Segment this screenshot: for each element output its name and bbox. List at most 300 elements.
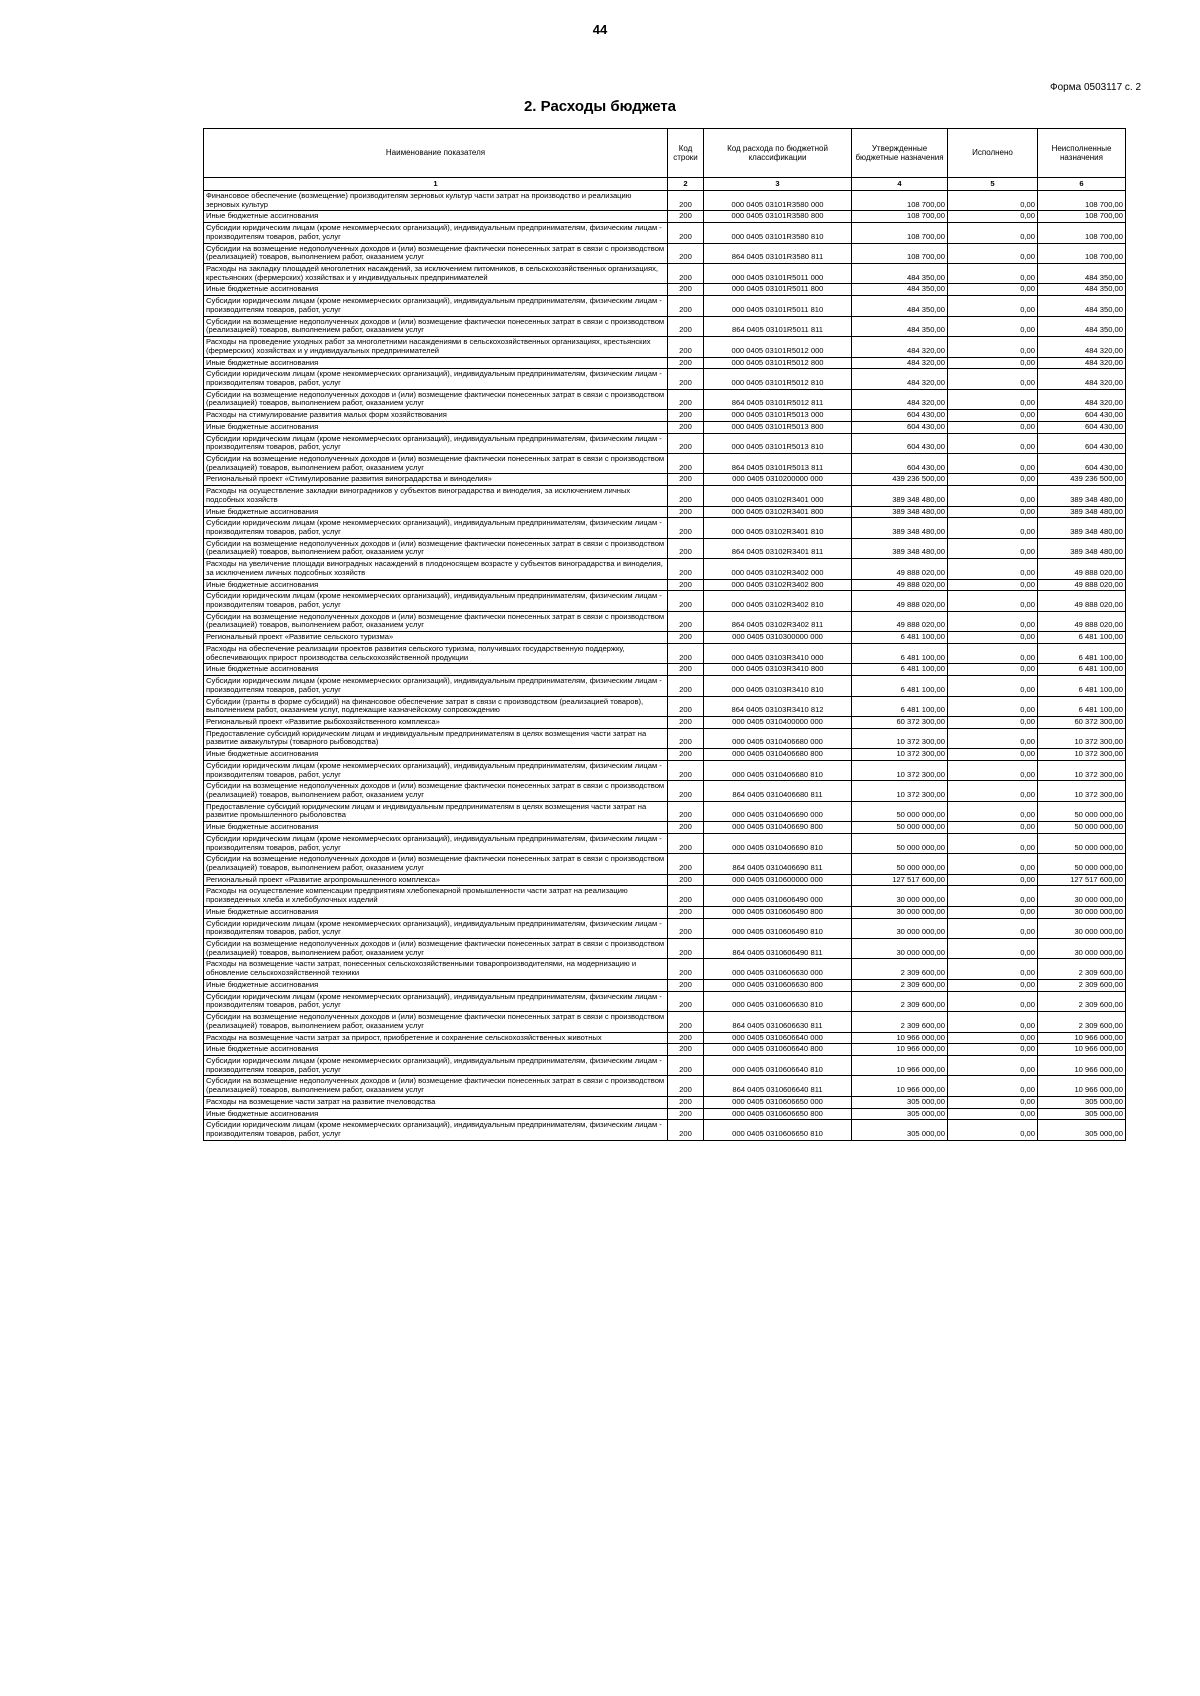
table-row <box>204 611 1126 631</box>
document-title: 2. Расходы бюджета <box>523 98 677 115</box>
row-line-code: 200 <box>668 854 704 874</box>
table-row <box>204 664 1126 676</box>
row-classification-code: 000 0405 03101R3580 000 <box>704 191 852 211</box>
row-line-code: 200 <box>668 337 704 357</box>
row-line-code: 200 <box>668 918 704 938</box>
row-executed: 0,00 <box>948 538 1038 558</box>
row-executed: 0,00 <box>948 749 1038 761</box>
row-name: Расходы на осуществление закладки виноградников у субъектов виноградарства и виноделия, за исключением личных подсобных хозяйств <box>204 486 668 506</box>
table-row <box>204 1032 1126 1044</box>
row-classification-code: 000 0405 0310606640 810 <box>704 1055 852 1075</box>
table-row <box>204 676 1126 696</box>
table-row <box>204 781 1126 801</box>
row-remaining: 49 888 020,00 <box>1038 591 1126 611</box>
row-executed: 0,00 <box>948 506 1038 518</box>
row-name: Иные бюджетные ассигнования <box>204 664 668 676</box>
table-row <box>204 979 1126 991</box>
row-name: Субсидии на возмещение недополученных доходов и (или) возмещение фактически понесенных затрат в связи с производством (реализацией) товаров, выполнением работ, оказанием услуг <box>204 243 668 263</box>
row-name: Иные бюджетные ассигнования <box>204 822 668 834</box>
row-executed: 0,00 <box>948 979 1038 991</box>
row-classification-code: 000 0405 03101R5013 810 <box>704 433 852 453</box>
row-classification-code: 000 0405 03102R3401 800 <box>704 506 852 518</box>
row-executed: 0,00 <box>948 264 1038 284</box>
table-row <box>204 1076 1126 1096</box>
row-name: Субсидии на возмещение недополученных доходов и (или) возмещение фактически понесенных затрат в связи с производством (реализацией) товаров, выполнением работ, оказанием услуг <box>204 389 668 409</box>
row-line-code: 200 <box>668 211 704 223</box>
row-classification-code: 000 0405 03101R5013 800 <box>704 421 852 433</box>
row-classification-code: 864 0405 0310406680 811 <box>704 781 852 801</box>
header-remaining: Неисполненные назначения <box>1038 129 1126 178</box>
row-remaining: 10 372 300,00 <box>1038 760 1126 780</box>
row-line-code: 200 <box>668 518 704 538</box>
row-line-code: 200 <box>668 760 704 780</box>
row-executed: 0,00 <box>948 1076 1038 1096</box>
row-remaining: 389 348 480,00 <box>1038 518 1126 538</box>
row-classification-code: 000 0405 0310606490 000 <box>704 886 852 906</box>
row-remaining: 108 700,00 <box>1038 191 1126 211</box>
row-classification-code: 000 0405 03102R3402 000 <box>704 559 852 579</box>
column-number: 2 <box>668 178 704 191</box>
row-remaining: 389 348 480,00 <box>1038 538 1126 558</box>
row-classification-code: 000 0405 0310406690 000 <box>704 801 852 821</box>
table-row <box>204 1120 1126 1140</box>
row-classification-code: 864 0405 03102R3402 811 <box>704 611 852 631</box>
row-executed: 0,00 <box>948 243 1038 263</box>
header-classification-code: Код расхода по бюджетной классификации <box>704 129 852 178</box>
row-classification-code: 000 0405 03101R5012 800 <box>704 357 852 369</box>
table-row <box>204 559 1126 579</box>
row-name: Финансовое обеспечение (возмещение) производителям зерновых культур части затрат на производство и реализацию зерновых культур <box>204 191 668 211</box>
row-approved: 6 481 100,00 <box>852 664 948 676</box>
row-classification-code: 000 0405 0310600000 000 <box>704 874 852 886</box>
row-remaining: 604 430,00 <box>1038 421 1126 433</box>
table-row <box>204 316 1126 336</box>
row-executed: 0,00 <box>948 696 1038 716</box>
row-classification-code: 000 0405 03102R3401 000 <box>704 486 852 506</box>
row-executed: 0,00 <box>948 906 1038 918</box>
row-line-code: 200 <box>668 749 704 761</box>
row-approved: 389 348 480,00 <box>852 486 948 506</box>
row-executed: 0,00 <box>948 559 1038 579</box>
row-name: Региональный проект «Развитие агропромышленного комплекса» <box>204 874 668 886</box>
row-approved: 439 236 500,00 <box>852 474 948 486</box>
row-approved: 6 481 100,00 <box>852 643 948 663</box>
row-name: Субсидии юридическим лицам (кроме некоммерческих организаций), индивидуальным предпринимателям, физическим лицам - производителям товаров, работ, услуг <box>204 676 668 696</box>
row-name: Субсидии юридическим лицам (кроме некоммерческих организаций), индивидуальным предпринимателям, физическим лицам - производителям товаров, работ, услуг <box>204 591 668 611</box>
row-remaining: 484 350,00 <box>1038 284 1126 296</box>
row-classification-code: 000 0405 03102R3402 800 <box>704 579 852 591</box>
row-line-code: 200 <box>668 579 704 591</box>
row-executed: 0,00 <box>948 474 1038 486</box>
row-line-code: 200 <box>668 833 704 853</box>
row-approved: 6 481 100,00 <box>852 676 948 696</box>
row-remaining: 50 000 000,00 <box>1038 801 1126 821</box>
row-name: Предоставление субсидий юридическим лицам и индивидуальным предпринимателям в целях возмещения части затрат на развитие промышленного рыболовства <box>204 801 668 821</box>
table-row <box>204 760 1126 780</box>
row-line-code: 200 <box>668 979 704 991</box>
row-classification-code: 000 0405 03101R5012 810 <box>704 369 852 389</box>
row-remaining: 10 372 300,00 <box>1038 728 1126 748</box>
table-row <box>204 506 1126 518</box>
row-classification-code: 000 0405 03101R5013 000 <box>704 410 852 422</box>
row-line-code: 200 <box>668 369 704 389</box>
row-approved: 49 888 020,00 <box>852 591 948 611</box>
row-name: Субсидии на возмещение недополученных доходов и (или) возмещение фактически понесенных затрат в связи с производством (реализацией) товаров, выполнением работ, оказанием услуг <box>204 939 668 959</box>
row-classification-code: 000 0405 03103R3410 810 <box>704 676 852 696</box>
row-name: Расходы на возмещение части затрат за прирост, приобретение и сохранение сельскохозяйственных животных <box>204 1032 668 1044</box>
row-line-code: 200 <box>668 959 704 979</box>
row-approved: 30 000 000,00 <box>852 939 948 959</box>
table-row <box>204 474 1126 486</box>
row-line-code: 200 <box>668 559 704 579</box>
row-remaining: 10 372 300,00 <box>1038 781 1126 801</box>
row-approved: 484 320,00 <box>852 369 948 389</box>
row-line-code: 200 <box>668 410 704 422</box>
row-line-code: 200 <box>668 632 704 644</box>
row-line-code: 200 <box>668 191 704 211</box>
row-remaining: 305 000,00 <box>1038 1120 1126 1140</box>
table-row <box>204 453 1126 473</box>
row-approved: 49 888 020,00 <box>852 579 948 591</box>
row-line-code: 200 <box>668 822 704 834</box>
table-row <box>204 728 1126 748</box>
row-executed: 0,00 <box>948 453 1038 473</box>
table-row <box>204 854 1126 874</box>
table-row <box>204 421 1126 433</box>
row-executed: 0,00 <box>948 211 1038 223</box>
row-approved: 484 320,00 <box>852 337 948 357</box>
row-approved: 604 430,00 <box>852 410 948 422</box>
table-row <box>204 991 1126 1011</box>
row-approved: 10 966 000,00 <box>852 1055 948 1075</box>
row-name: Субсидии на возмещение недополученных доходов и (или) возмещение фактически понесенных затрат в связи с производством (реализацией) товаров, выполнением работ, оказанием услуг <box>204 781 668 801</box>
row-remaining: 2 309 600,00 <box>1038 979 1126 991</box>
row-remaining: 6 481 100,00 <box>1038 664 1126 676</box>
row-remaining: 484 320,00 <box>1038 357 1126 369</box>
row-remaining: 108 700,00 <box>1038 243 1126 263</box>
row-line-code: 200 <box>668 728 704 748</box>
row-approved: 604 430,00 <box>852 453 948 473</box>
row-remaining: 49 888 020,00 <box>1038 559 1126 579</box>
row-executed: 0,00 <box>948 874 1038 886</box>
row-name: Иные бюджетные ассигнования <box>204 749 668 761</box>
row-classification-code: 864 0405 0310606640 811 <box>704 1076 852 1096</box>
row-remaining: 6 481 100,00 <box>1038 696 1126 716</box>
table-row <box>204 918 1126 938</box>
row-approved: 108 700,00 <box>852 191 948 211</box>
table-row <box>204 591 1126 611</box>
row-classification-code: 000 0405 0310200000 000 <box>704 474 852 486</box>
row-name: Субсидии на возмещение недополученных доходов и (или) возмещение фактически понесенных затрат в связи с производством (реализацией) товаров, выполнением работ, оказанием услуг <box>204 538 668 558</box>
row-remaining: 10 966 000,00 <box>1038 1076 1126 1096</box>
column-number-row <box>204 178 1126 191</box>
row-classification-code: 000 0405 0310606630 000 <box>704 959 852 979</box>
row-name: Региональный проект «Развитие рыбохозяйственного комплекса» <box>204 716 668 728</box>
row-line-code: 200 <box>668 1120 704 1140</box>
row-remaining: 108 700,00 <box>1038 223 1126 243</box>
row-remaining: 305 000,00 <box>1038 1096 1126 1108</box>
row-classification-code: 000 0405 0310606640 000 <box>704 1032 852 1044</box>
row-approved: 2 309 600,00 <box>852 1012 948 1032</box>
row-classification-code: 000 0405 0310606650 000 <box>704 1096 852 1108</box>
row-name: Субсидии юридическим лицам (кроме некоммерческих организаций), индивидуальным предпринимателям, физическим лицам - производителям товаров, работ, услуг <box>204 369 668 389</box>
row-line-code: 200 <box>668 801 704 821</box>
row-approved: 604 430,00 <box>852 433 948 453</box>
row-executed: 0,00 <box>948 284 1038 296</box>
row-remaining: 2 309 600,00 <box>1038 991 1126 1011</box>
row-classification-code: 000 0405 0310406690 800 <box>704 822 852 834</box>
table-row <box>204 1108 1126 1120</box>
row-remaining: 6 481 100,00 <box>1038 643 1126 663</box>
table-row <box>204 223 1126 243</box>
row-remaining: 108 700,00 <box>1038 211 1126 223</box>
row-line-code: 200 <box>668 906 704 918</box>
row-classification-code: 000 0405 0310606650 810 <box>704 1120 852 1140</box>
row-approved: 2 309 600,00 <box>852 979 948 991</box>
row-approved: 389 348 480,00 <box>852 538 948 558</box>
row-line-code: 200 <box>668 1096 704 1108</box>
row-executed: 0,00 <box>948 223 1038 243</box>
row-line-code: 200 <box>668 643 704 663</box>
row-line-code: 200 <box>668 474 704 486</box>
table-row <box>204 264 1126 284</box>
row-remaining: 10 966 000,00 <box>1038 1044 1126 1056</box>
row-approved: 2 309 600,00 <box>852 991 948 1011</box>
table-row <box>204 433 1126 453</box>
row-remaining: 2 309 600,00 <box>1038 959 1126 979</box>
table-row <box>204 716 1126 728</box>
row-line-code: 200 <box>668 223 704 243</box>
row-classification-code: 000 0405 0310406680 810 <box>704 760 852 780</box>
row-line-code: 200 <box>668 1032 704 1044</box>
row-classification-code: 864 0405 03101R5013 811 <box>704 453 852 473</box>
table-row <box>204 296 1126 316</box>
row-line-code: 200 <box>668 316 704 336</box>
row-name: Расходы на закладку площадей многолетних насаждений, за исключением питомников, в сельскохозяйственных организациях, крестьянских (фермерских) хозяйствах и у индивидуальных предпринимателей <box>204 264 668 284</box>
row-name: Иные бюджетные ассигнования <box>204 579 668 591</box>
row-classification-code: 000 0405 03102R3402 810 <box>704 591 852 611</box>
row-remaining: 484 320,00 <box>1038 337 1126 357</box>
row-name: Субсидии на возмещение недополученных доходов и (или) возмещение фактически понесенных затрат в связи с производством (реализацией) товаров, выполнением работ, оказанием услуг <box>204 316 668 336</box>
table-row <box>204 211 1126 223</box>
row-executed: 0,00 <box>948 959 1038 979</box>
row-executed: 0,00 <box>948 716 1038 728</box>
row-approved: 10 966 000,00 <box>852 1032 948 1044</box>
header-indicator-name: Наименование показателя <box>204 129 668 178</box>
row-name: Расходы на возмещение части затрат на развитие пчеловодства <box>204 1096 668 1108</box>
row-remaining: 6 481 100,00 <box>1038 632 1126 644</box>
table-row <box>204 749 1126 761</box>
row-approved: 60 372 300,00 <box>852 716 948 728</box>
column-number: 5 <box>948 178 1038 191</box>
row-executed: 0,00 <box>948 854 1038 874</box>
row-approved: 108 700,00 <box>852 211 948 223</box>
table-row <box>204 243 1126 263</box>
row-remaining: 2 309 600,00 <box>1038 1012 1126 1032</box>
row-classification-code: 864 0405 0310606630 811 <box>704 1012 852 1032</box>
row-classification-code: 864 0405 03103R3410 812 <box>704 696 852 716</box>
row-executed: 0,00 <box>948 886 1038 906</box>
row-line-code: 200 <box>668 243 704 263</box>
row-remaining: 60 372 300,00 <box>1038 716 1126 728</box>
row-remaining: 604 430,00 <box>1038 433 1126 453</box>
row-name: Субсидии юридическим лицам (кроме некоммерческих организаций), индивидуальным предпринимателям, физическим лицам - производителям товаров, работ, услуг <box>204 518 668 538</box>
row-remaining: 50 000 000,00 <box>1038 854 1126 874</box>
row-line-code: 200 <box>668 296 704 316</box>
row-executed: 0,00 <box>948 611 1038 631</box>
row-line-code: 200 <box>668 664 704 676</box>
table-row <box>204 643 1126 663</box>
row-approved: 10 372 300,00 <box>852 760 948 780</box>
row-approved: 50 000 000,00 <box>852 822 948 834</box>
row-classification-code: 000 0405 03103R3410 000 <box>704 643 852 663</box>
row-name: Региональный проект «Стимулирование развития виноградарства и виноделия» <box>204 474 668 486</box>
row-approved: 30 000 000,00 <box>852 886 948 906</box>
row-executed: 0,00 <box>948 191 1038 211</box>
row-name: Субсидии на возмещение недополученных доходов и (или) возмещение фактически понесенных затрат в связи с производством (реализацией) товаров, выполнением работ, оказанием услуг <box>204 453 668 473</box>
row-remaining: 604 430,00 <box>1038 410 1126 422</box>
row-remaining: 484 350,00 <box>1038 316 1126 336</box>
row-executed: 0,00 <box>948 676 1038 696</box>
row-name: Иные бюджетные ассигнования <box>204 284 668 296</box>
row-executed: 0,00 <box>948 918 1038 938</box>
row-name: Иные бюджетные ассигнования <box>204 357 668 369</box>
row-remaining: 49 888 020,00 <box>1038 611 1126 631</box>
row-executed: 0,00 <box>948 833 1038 853</box>
row-approved: 305 000,00 <box>852 1108 948 1120</box>
row-classification-code: 000 0405 0310606650 800 <box>704 1108 852 1120</box>
row-name: Предоставление субсидий юридическим лицам и индивидуальным предпринимателям в целях возмещения части затрат на развитие аквакультуры (товарного рыбоводства) <box>204 728 668 748</box>
row-name: Расходы на осуществление компенсации предприятиям хлебопекарной промышленности части затрат на реализацию произведенных хлеба и хлебобулочных изделий <box>204 886 668 906</box>
row-remaining: 50 000 000,00 <box>1038 833 1126 853</box>
row-classification-code: 000 0405 0310606640 800 <box>704 1044 852 1056</box>
row-name: Иные бюджетные ассигнования <box>204 906 668 918</box>
row-remaining: 389 348 480,00 <box>1038 486 1126 506</box>
row-classification-code: 864 0405 0310406690 811 <box>704 854 852 874</box>
row-line-code: 200 <box>668 991 704 1011</box>
row-approved: 108 700,00 <box>852 223 948 243</box>
row-executed: 0,00 <box>948 410 1038 422</box>
row-line-code: 200 <box>668 716 704 728</box>
row-approved: 10 966 000,00 <box>852 1044 948 1056</box>
row-remaining: 10 966 000,00 <box>1038 1055 1126 1075</box>
row-executed: 0,00 <box>948 728 1038 748</box>
row-executed: 0,00 <box>948 1032 1038 1044</box>
table-row <box>204 191 1126 211</box>
row-executed: 0,00 <box>948 591 1038 611</box>
row-executed: 0,00 <box>948 781 1038 801</box>
table-row <box>204 369 1126 389</box>
page-number: 44 <box>592 22 608 37</box>
row-approved: 484 350,00 <box>852 284 948 296</box>
table-row <box>204 886 1126 906</box>
row-line-code: 200 <box>668 357 704 369</box>
row-name: Субсидии (гранты в форме субсидий) на финансовое обеспечение затрат в связи с производством (реализацией товаров), выполнением работ, оказанием услуг, подлежащие казначейскому сопровождению <box>204 696 668 716</box>
row-line-code: 200 <box>668 389 704 409</box>
row-remaining: 10 372 300,00 <box>1038 749 1126 761</box>
table-row <box>204 801 1126 821</box>
table-row <box>204 538 1126 558</box>
row-classification-code: 000 0405 03101R5011 810 <box>704 296 852 316</box>
row-classification-code: 000 0405 03101R5011 000 <box>704 264 852 284</box>
row-classification-code: 000 0405 03101R3580 810 <box>704 223 852 243</box>
row-name: Расходы на проведение уходных работ за многолетними насаждениями в сельскохозяйственных организациях, крестьянских (фермерских) хозяйствах и у индивидуальных предпринимателей <box>204 337 668 357</box>
row-name: Иные бюджетные ассигнования <box>204 1044 668 1056</box>
row-remaining: 30 000 000,00 <box>1038 918 1126 938</box>
row-executed: 0,00 <box>948 822 1038 834</box>
row-name: Расходы на возмещение части затрат, понесенных сельскохозяйственными товаропроизводителями, на модернизацию и обновление сельскохозяйственной техники <box>204 959 668 979</box>
row-line-code: 200 <box>668 886 704 906</box>
table-header-row <box>204 129 1126 178</box>
row-line-code: 200 <box>668 611 704 631</box>
column-number: 4 <box>852 178 948 191</box>
row-remaining: 305 000,00 <box>1038 1108 1126 1120</box>
row-executed: 0,00 <box>948 389 1038 409</box>
row-classification-code: 000 0405 0310406690 810 <box>704 833 852 853</box>
row-approved: 50 000 000,00 <box>852 801 948 821</box>
table-row <box>204 337 1126 357</box>
row-name: Субсидии юридическим лицам (кроме некоммерческих организаций), индивидуальным предпринимателям, физическим лицам - производителям товаров, работ, услуг <box>204 918 668 938</box>
row-line-code: 200 <box>668 538 704 558</box>
row-executed: 0,00 <box>948 1044 1038 1056</box>
row-executed: 0,00 <box>948 801 1038 821</box>
row-executed: 0,00 <box>948 1108 1038 1120</box>
row-remaining: 439 236 500,00 <box>1038 474 1126 486</box>
row-remaining: 484 350,00 <box>1038 296 1126 316</box>
row-classification-code: 000 0405 0310406680 000 <box>704 728 852 748</box>
row-remaining: 604 430,00 <box>1038 453 1126 473</box>
row-name: Иные бюджетные ассигнования <box>204 421 668 433</box>
row-name: Субсидии юридическим лицам (кроме некоммерческих организаций), индивидуальным предпринимателям, физическим лицам - производителям товаров, работ, услуг <box>204 223 668 243</box>
row-executed: 0,00 <box>948 760 1038 780</box>
row-line-code: 200 <box>668 1076 704 1096</box>
row-classification-code: 864 0405 03102R3401 811 <box>704 538 852 558</box>
row-name: Субсидии юридическим лицам (кроме некоммерческих организаций), индивидуальным предпринимателям, физическим лицам - производителям товаров, работ, услуг <box>204 760 668 780</box>
row-remaining: 127 517 600,00 <box>1038 874 1126 886</box>
table-row <box>204 357 1126 369</box>
row-name: Субсидии на возмещение недополученных доходов и (или) возмещение фактически понесенных затрат в связи с производством (реализацией) товаров, выполнением работ, оказанием услуг <box>204 611 668 631</box>
row-approved: 484 320,00 <box>852 389 948 409</box>
row-classification-code: 000 0405 0310606630 810 <box>704 991 852 1011</box>
row-name: Субсидии юридическим лицам (кроме некоммерческих организаций), индивидуальным предпринимателям, физическим лицам - производителям товаров, работ, услуг <box>204 1055 668 1075</box>
row-approved: 6 481 100,00 <box>852 632 948 644</box>
row-name: Субсидии на возмещение недополученных доходов и (или) возмещение фактически понесенных затрат в связи с производством (реализацией) товаров, выполнением работ, оказанием услуг <box>204 854 668 874</box>
row-name: Субсидии юридическим лицам (кроме некоммерческих организаций), индивидуальным предпринимателям, физическим лицам - производителям товаров, работ, услуг <box>204 1120 668 1140</box>
row-classification-code: 000 0405 03103R3410 800 <box>704 664 852 676</box>
row-name: Субсидии на возмещение недополученных доходов и (или) возмещение фактически понесенных затрат в связи с производством (реализацией) товаров, выполнением работ, оказанием услуг <box>204 1076 668 1096</box>
header-approved: Утвержденные бюджетные назначения <box>852 129 948 178</box>
row-name: Расходы на обеспечение реализации проектов развития сельского туризма, получивших государственную поддержку, обеспечивающих прирост производства сельскохозяйственной продукции <box>204 643 668 663</box>
row-remaining: 49 888 020,00 <box>1038 579 1126 591</box>
row-remaining: 6 481 100,00 <box>1038 676 1126 696</box>
row-executed: 0,00 <box>948 1096 1038 1108</box>
row-classification-code: 864 0405 0310606490 811 <box>704 939 852 959</box>
row-approved: 484 350,00 <box>852 296 948 316</box>
row-line-code: 200 <box>668 264 704 284</box>
row-classification-code: 000 0405 03102R3401 810 <box>704 518 852 538</box>
row-classification-code: 000 0405 0310300000 000 <box>704 632 852 644</box>
row-approved: 484 320,00 <box>852 357 948 369</box>
row-name: Субсидии юридическим лицам (кроме некоммерческих организаций), индивидуальным предпринимателям, физическим лицам - производителям товаров, работ, услуг <box>204 433 668 453</box>
table-row <box>204 833 1126 853</box>
row-executed: 0,00 <box>948 632 1038 644</box>
row-executed: 0,00 <box>948 643 1038 663</box>
header-line-code: Код строки <box>668 129 704 178</box>
row-executed: 0,00 <box>948 357 1038 369</box>
row-line-code: 200 <box>668 284 704 296</box>
row-executed: 0,00 <box>948 579 1038 591</box>
row-line-code: 200 <box>668 696 704 716</box>
